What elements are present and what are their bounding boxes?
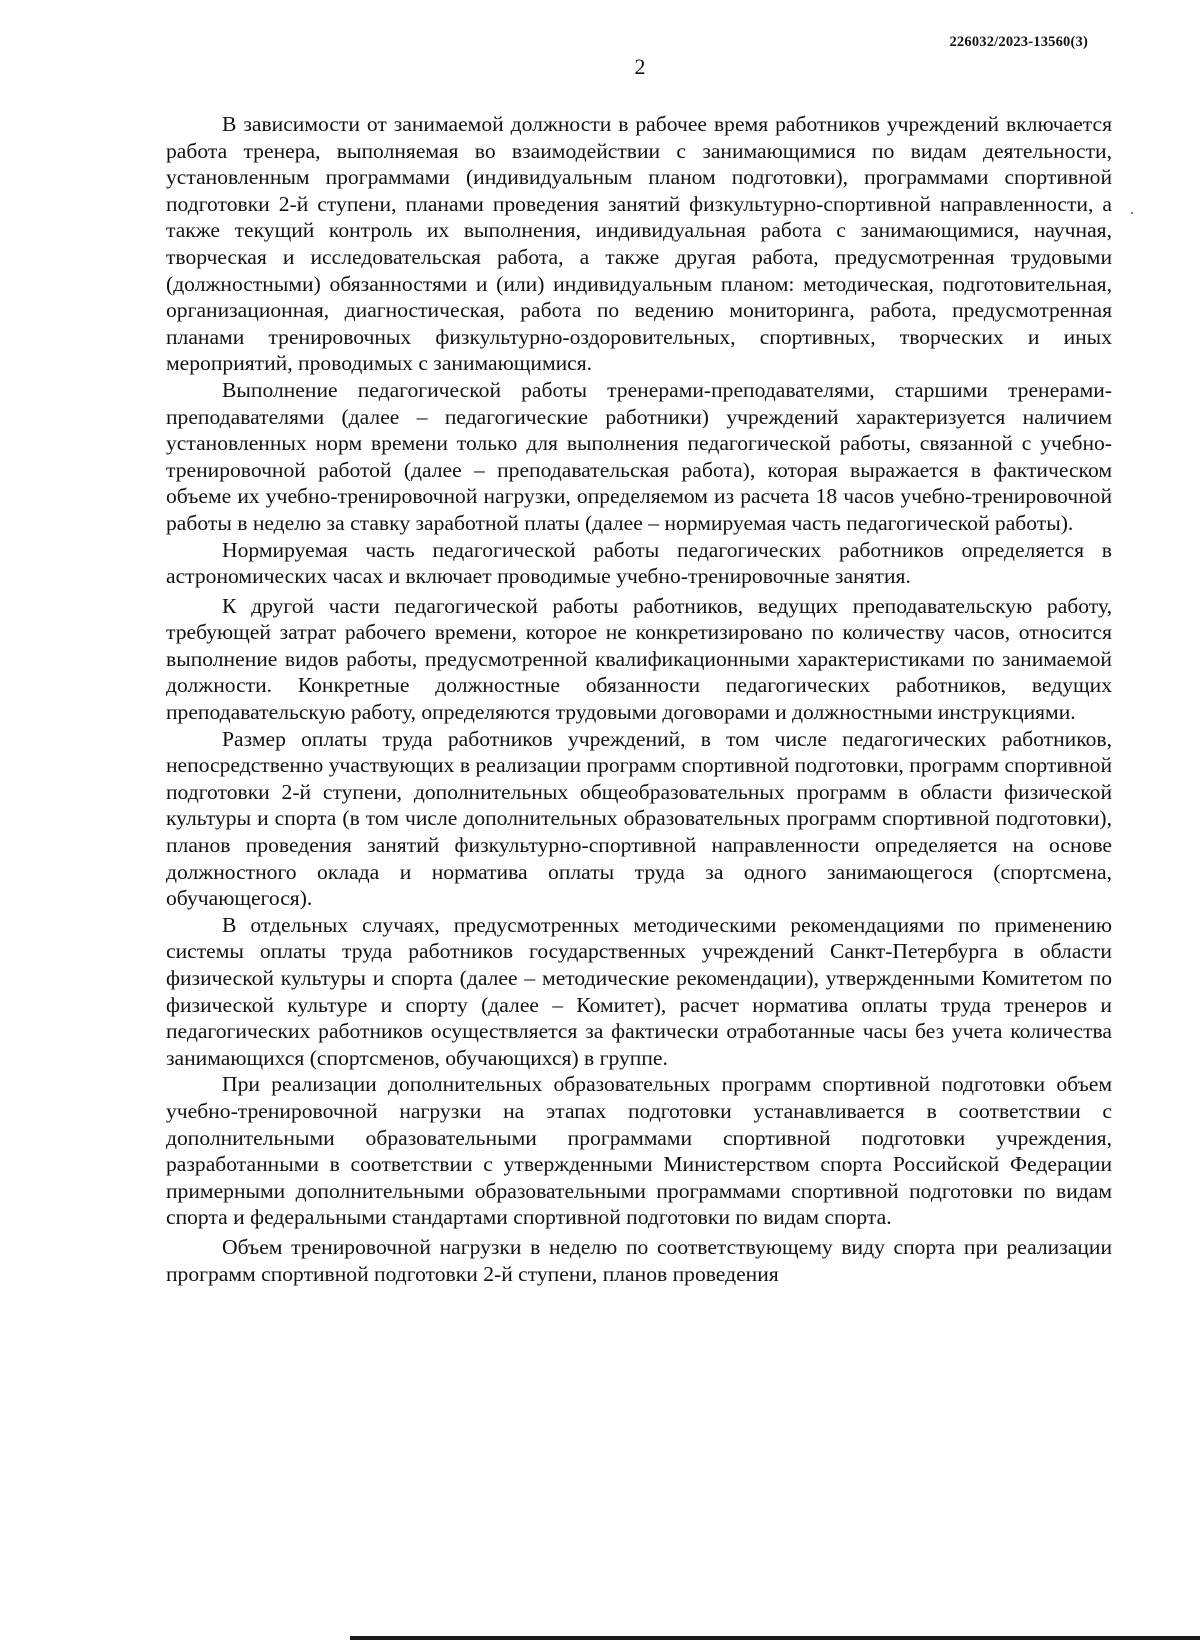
- paragraph: В зависимости от занимаемой должности в рабочее время работников учреждений включается работа тренера, выполняемая во взаимодействии с занимающимися по видам деятельности, установленным программами (индивидуальным планом подготовки), программами спортивной подготовки 2-й ступени, планами проведения занятий физкультурно-спортивной направленности, а также текущий контроль их выполнения, индивидуальная работа с занимающимися, научная, творческая и исследовательская работа, а также другая работа, предусмотренная трудовыми (должностными) обязанностями и (или) индивидуальным планом: методическая, подготовительная, организационная, диагностическая, работа по ведению мониторинга, работа, предусмотренная планами тренировочных физкультурно-оздоровительных, спортивных, творческих и иных мероприятий, проводимых с занимающимися.: [166, 112, 1112, 376]
- paragraph: К другой части педагогической работы работников, ведущих преподавательскую работу, требующей затрат рабочего времени, которое не конкретизировано по количеству часов, относится выполнение видов работы, предусмотренной квалификационными характеристиками по занимаемой должности. Конкретные должностные обязанности педагогических работников, ведущих преподавательскую работу, определяются трудовыми договорами и должностными инструкциями.: [166, 593, 1112, 725]
- bottom-scan-edge: [350, 1636, 1200, 1640]
- paragraph: При реализации дополнительных образовательных программ спортивной подготовки объем учебно-тренировочной нагрузки на этапах подготовки устанавливается в соответствии с дополнительными образовательными программами спортивной подготовки учреждения, разработанными в соответствии с утвержденными Министерством спорта Российской Федерации примерными дополнительными образовательными программами спортивной подготовки по видам спорта и федеральными стандартами спортивной подготовки по видам спорта.: [166, 1072, 1112, 1230]
- document-body: [166, 111, 1112, 1287]
- scan-speck: [1131, 212, 1133, 214]
- document-number: 226032/2023-13560(3): [949, 34, 1088, 50]
- paragraph: Нормируемая часть педагогической работы педагогических работников определяется в астрономических часах и включает проводимые учебно-тренировочные занятия.: [166, 537, 1112, 589]
- paragraph: Объем тренировочной нагрузки в неделю по соответствующему виду спорта при реализации программ спортивной подготовки 2-й ступени, планов проведения: [166, 1234, 1112, 1286]
- paragraph: Размер оплаты труда работников учреждений, в том числе педагогических работников, непосредственно участвующих в реализации программ спортивной подготовки, программ спортивной подготовки 2-й ступени, дополнительных общеобразовательных программ в области физической культуры и спорта (в том числе дополнительных образовательных программ спортивной подготовки), планов проведения занятий физкультурно-спортивной направленности определяется на основе должностного оклада и норматива оплаты труда за одного занимающегося (спортсмена, обучающегося).: [166, 726, 1112, 911]
- paragraph: В отдельных случаях, предусмотренных методическими рекомендациями по применению системы оплаты труда работников государственных учреждений Санкт-Петербурга в области физической культуры и спорта (далее – методические рекомендации), утвержденными Комитетом по физической культуре и спорту (далее – Комитет), расчет норматива оплаты труда тренеров и педагогических работников осуществляется за фактически отработанные часы без учета количества занимающихся (спортсменов, обучающихся) в группе.: [166, 912, 1112, 1070]
- paragraph: Выполнение педагогической работы тренерами-преподавателями, старшими тренерами-преподавателями (далее – педагогические работники) учреждений характеризуется наличием установленных норм времени только для выполнения педагогической работы, связанной с учебно-тренировочной работой (далее – преподавательская работа), которая выражается в фактическом объеме их учебно-тренировочной нагрузки, определяемом из расчета 18 часов учебно-тренировочной работы в неделю за ставку заработной платы (далее – нормируемая часть педагогической работы).: [166, 377, 1112, 535]
- page-number: 2: [634, 54, 646, 79]
